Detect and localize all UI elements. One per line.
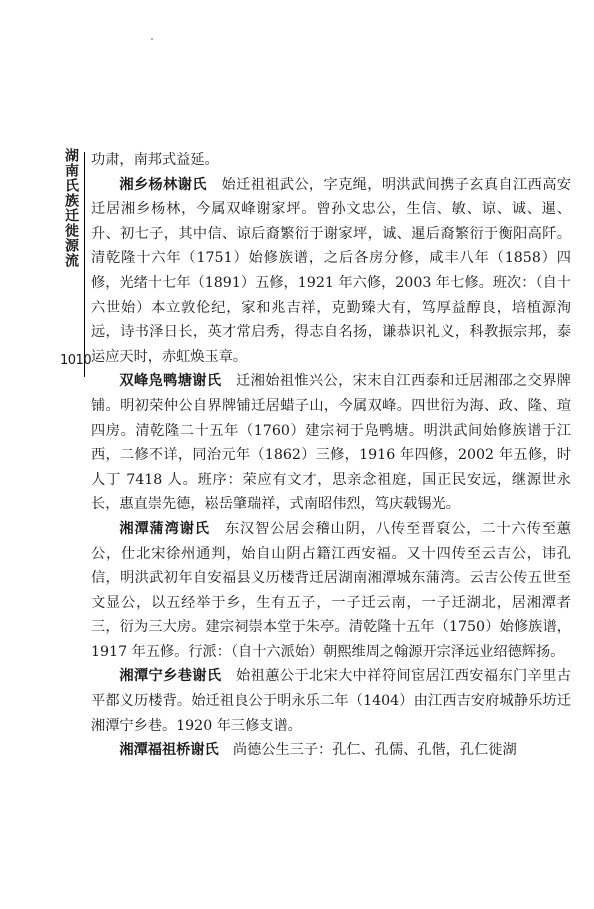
clan-heading: 湘潭福祖桥谢氏 — [119, 742, 219, 759]
page-number: 1010 — [60, 353, 92, 368]
clan-text: 尚德公生三子：孔仁、孔儒、孔偕，孔仁徙湖 — [218, 742, 517, 759]
page-body — [91, 148, 571, 763]
clan-heading: 湘潭蒲湾谢氏 — [119, 520, 210, 537]
clan-text: 始迁祖祖武公，字克绳，明洪武间携子玄真自江西高安迁居湘乡杨林，今属双峰谢家坪。曾孙文忠公，生信、敏、谅、诚、暹、升、初七子，其中信、谅后裔繁衍于谢家坪，诚、暹后裔繁衍于衡阳高阡。清乾隆十六年（1751）始修族谱，之后各房分修，咸丰八年（1858）四修，光绪十七年（1891）五修，1921 年六修，2003 年七修。班次：（自十六世始）本立敦伦纪，家和兆吉祥，克勤臻大有，笃厚益醇良，培植源洵远，诗书泽日长，英才常启秀，得志自名扬，谦恭识礼义，科教振宗邦，泰运应天时，赤虹焕玉章。 — [91, 176, 571, 365]
running-header-title: 湖南氏族迁徙源流 — [63, 148, 79, 268]
scan-speck — [151, 38, 153, 40]
paragraph-clan-entry — [91, 369, 571, 517]
clan-text: 始祖蕙公于北宋大中祥符间宦居江西安福东门辛里古平都义历楼背。始迁祖良公于明永乐二年（1404）由江西吉安府城静乐坊迁湘潭宁乡巷。1920 年三修支谱。 — [91, 668, 571, 734]
paragraph-clan-entry — [91, 738, 571, 763]
paragraph-clan-entry — [91, 664, 571, 738]
clan-heading: 双峰凫鸭塘谢氏 — [119, 373, 222, 390]
clan-text: 东汉智公居会稽山阴，八传至晋裒公，二十六传至蕙公，仕北宋徐州通判，始自山阴占籍江西安福。又十四传至云吉公，讳孔信，明洪武初年自安福县义历楼背迁居湖南湘潭城东蒲湾。云吉公传五世至文显公，以五经举于乡，生有五子，一子迁云南，一子迁湖北，居湘潭者三，衍为三大房。建宗祠崇本堂于朱亭。清乾隆十五年（1750）始修族谱，1917 年五修。行派：（自十六派始）朝熙维周之翰源开宗泽远业绍德辉扬。 — [91, 520, 571, 660]
clan-heading: 湘潭宁乡巷谢氏 — [119, 668, 222, 685]
header-rule — [84, 152, 85, 377]
clan-text: 迁湘始祖惟兴公，宋末自江西泰和迁居湘邵之交界牌铺。明初荣仲公自界牌铺迁居蜡子山，今属双峰。四世衍为海、政、隆、瑄四房。清乾隆二十五年（1760）建宗祠于凫鸭塘。明洪武间始修族谱于江西，二修不详，同治元年（1862）三修，1916 年四修，2002 年五修，时人丁 7418 人。班序：荣应有文才，思亲念祖庭，国正民安远，继源世永长，惠直崇先德，崧岳肇瑞祥，式南昭伟烈，笃庆载锡光。 — [91, 373, 571, 513]
paragraph-clan-entry — [91, 517, 571, 665]
clan-heading: 湘乡杨林谢氏 — [119, 176, 207, 193]
paragraph-clan-entry — [91, 173, 571, 370]
paragraph-continuation: 功肃，南邦式益延。 — [91, 152, 219, 168]
